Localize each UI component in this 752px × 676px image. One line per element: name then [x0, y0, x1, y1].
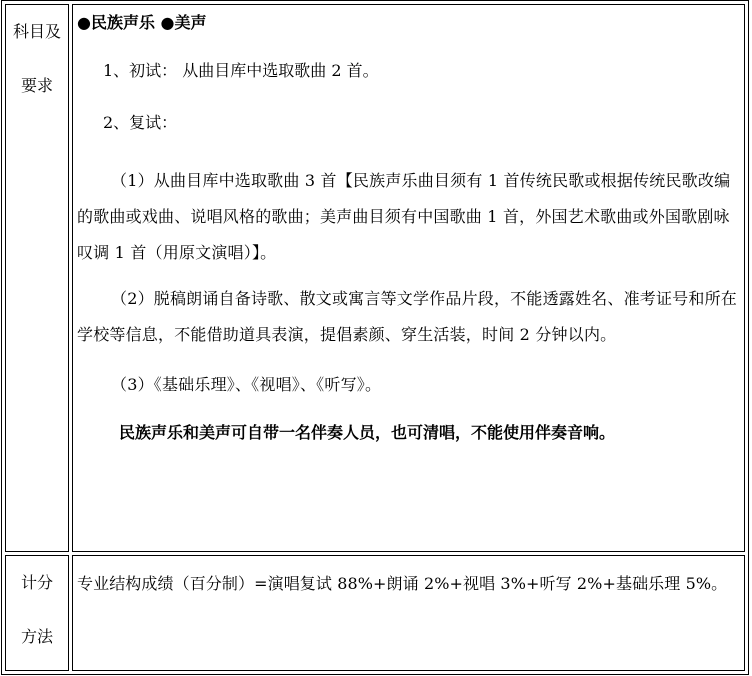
paragraph-songs: （1）从曲目库中选取歌曲 3 首【民族声乐曲目须有 1 首传统民歌或根据传统民歌改编的歌曲或戏曲、说唱风格的歌曲；美声曲目须有中国歌曲 1 首，外国艺术歌曲或外国歌剧咏叹调 1 首（用原文演唱）】。: [77, 171, 731, 262]
paragraph-theory: （3）《基础乐理》、《视唱》、《听写》。: [111, 375, 382, 394]
scoring-formula: 专业结构成绩（百分制）=演唱复试 88%+朗诵 2%+视唱 3%+听写 2%+基础乐理 5%。: [77, 574, 728, 593]
label-text-line2: 要求: [20, 76, 53, 95]
label-text-line2: 方法: [20, 627, 53, 646]
item-retest: 2、复试：: [103, 113, 178, 132]
label-text-line1: 科目及: [12, 22, 61, 41]
table-row-scoring: [5, 555, 745, 671]
table-row-requirements: [5, 4, 745, 552]
accompaniment-note: 民族声乐和美声可自带一名伴奏人员，也可清唱，不能使用伴奏音响。: [119, 423, 616, 442]
label-text-line1: 计分: [20, 573, 53, 592]
document-frame: [1, 0, 749, 673]
content-cell-scoring: [72, 555, 745, 671]
paragraph-recitation: （2）脱稿朗诵自备诗歌、散文或寓言等文学作品片段，不能透露姓名、准考证号和所在学校等信息，不能借助道具表演，提倡素颜、穿生活装，时间 2 分钟以内。: [77, 289, 737, 344]
exam-requirements-table: [1, 0, 749, 675]
item-preliminary: 1、初试： 从曲目库中选取歌曲 2 首。: [103, 61, 379, 80]
content-cell-requirements: [72, 4, 745, 552]
section-heading: ●民族声乐 ●美声: [77, 13, 207, 32]
label-cell-scoring: [5, 555, 69, 671]
label-cell-requirements: [5, 4, 69, 552]
